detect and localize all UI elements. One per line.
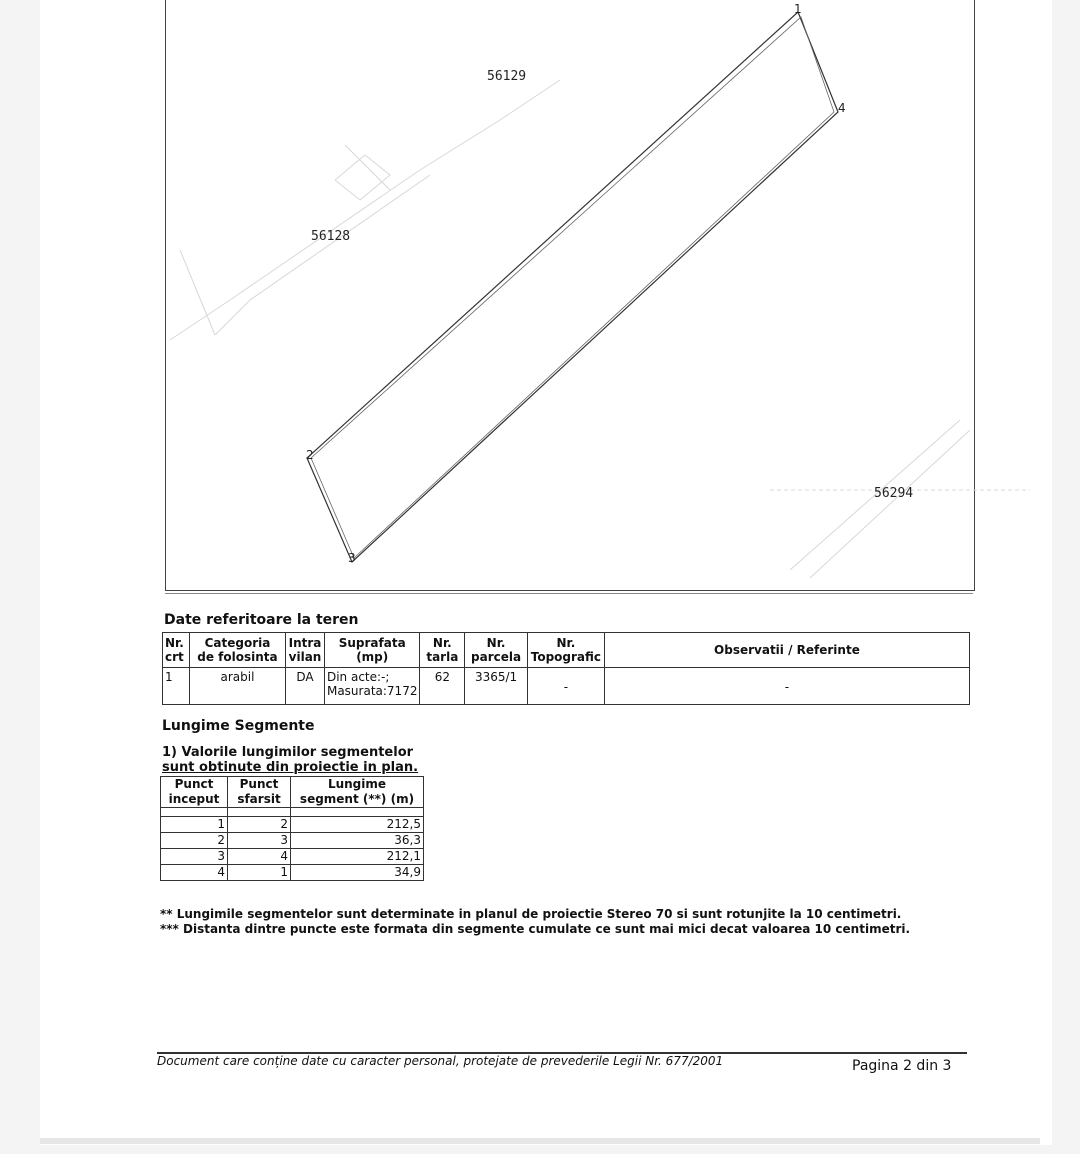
segments-section-title: Lungime Segmente [162, 718, 315, 734]
segments-note-line-1: 1) Valorile lungimilor segmentelor [162, 745, 414, 760]
cell-topografic: - [527, 668, 604, 705]
land-table-row [163, 668, 970, 705]
footer-privacy-notice: Document care conține date cu caracter personal, protejate de prevederile Legii Nr. 677/2001 [157, 1054, 724, 1068]
header-punct-sfarsit: Punct sfarsit [228, 777, 291, 808]
header-intravilan: Intra vilan [286, 633, 325, 668]
page-number: Pagina 2 din 3 [852, 1058, 952, 1074]
cell-observatii: - [604, 668, 969, 705]
building-outline [345, 145, 390, 190]
point-label-2: 2 [306, 448, 314, 462]
table-row [161, 849, 424, 865]
neighbor-boundary-line [170, 80, 560, 340]
cell-end: 1 [228, 865, 291, 881]
parcel-label-56128: 56128 [311, 229, 351, 244]
point-label-3: 3 [348, 551, 356, 565]
building-outline [335, 155, 390, 200]
cell-end: 4 [228, 849, 291, 865]
header-punct-inceput: Punct inceput [161, 777, 228, 808]
cell-parcela: 3365/1 [465, 668, 528, 705]
parcel-label-56129: 56129 [487, 69, 527, 84]
header-parcela: Nr. parcela [465, 633, 528, 668]
cell-start: 2 [161, 833, 228, 849]
header-observatii: Observatii / Referinte [604, 633, 969, 668]
cell-suprafata: Din acte:-; Masurata:7172 [324, 668, 420, 705]
header-suprafata: Suprafata (mp) [324, 633, 420, 668]
cell-length: 212,1 [291, 849, 424, 865]
land-table [162, 632, 970, 705]
land-table-header [163, 633, 970, 668]
table-row [161, 817, 424, 833]
header-nr: Nr. crt [163, 633, 190, 668]
cell-nr: 1 [163, 668, 190, 705]
cell-length: 34,9 [291, 865, 424, 881]
cell-length: 212,5 [291, 817, 424, 833]
segments-table-header [161, 777, 424, 808]
land-section-title: Date referitoare la teren [164, 612, 359, 628]
neighbor-boundary-line [810, 430, 970, 578]
cell-categoria: arabil [189, 668, 285, 705]
neighbor-boundary-line [215, 175, 430, 335]
segments-table [160, 776, 424, 881]
cell-length: 36,3 [291, 833, 424, 849]
page-shadow [40, 1138, 1040, 1144]
cell-end: 3 [228, 833, 291, 849]
footnote-distance: *** Distanta dintre puncte este formata din segmente cumulate ce sunt mai mici decat valoarea 10 centimetri. [160, 922, 911, 936]
cell-start: 3 [161, 849, 228, 865]
header-lungime-segment: Lungime segment (**) (m) [291, 777, 424, 808]
parcel-boundary-outer [307, 12, 838, 562]
cell-end: 2 [228, 817, 291, 833]
cell-intravilan: DA [286, 668, 325, 705]
table-row [161, 865, 424, 881]
table-row [161, 833, 424, 849]
cell-tarla: 62 [420, 668, 465, 705]
point-label-4: 4 [838, 101, 846, 115]
segments-note-line-2: sunt obtinute din proiectie in plan. [162, 760, 419, 775]
parcel-boundary-inner [311, 17, 834, 558]
footnote-lengths: ** Lungimile segmentelor sunt determinate in planul de proiectie Stereo 70 si sunt rotunjite la 10 centimetri. [160, 907, 902, 921]
cell-start: 1 [161, 817, 228, 833]
point-label-1: 1 [794, 2, 802, 16]
parcel-label-56294: 56294 [874, 486, 914, 501]
header-topografic: Nr. Topografic [527, 633, 604, 668]
header-tarla: Nr. tarla [420, 633, 465, 668]
header-categoria: Categoria de folosinta [189, 633, 285, 668]
cell-start: 4 [161, 865, 228, 881]
segments-table-spacer [161, 808, 424, 817]
